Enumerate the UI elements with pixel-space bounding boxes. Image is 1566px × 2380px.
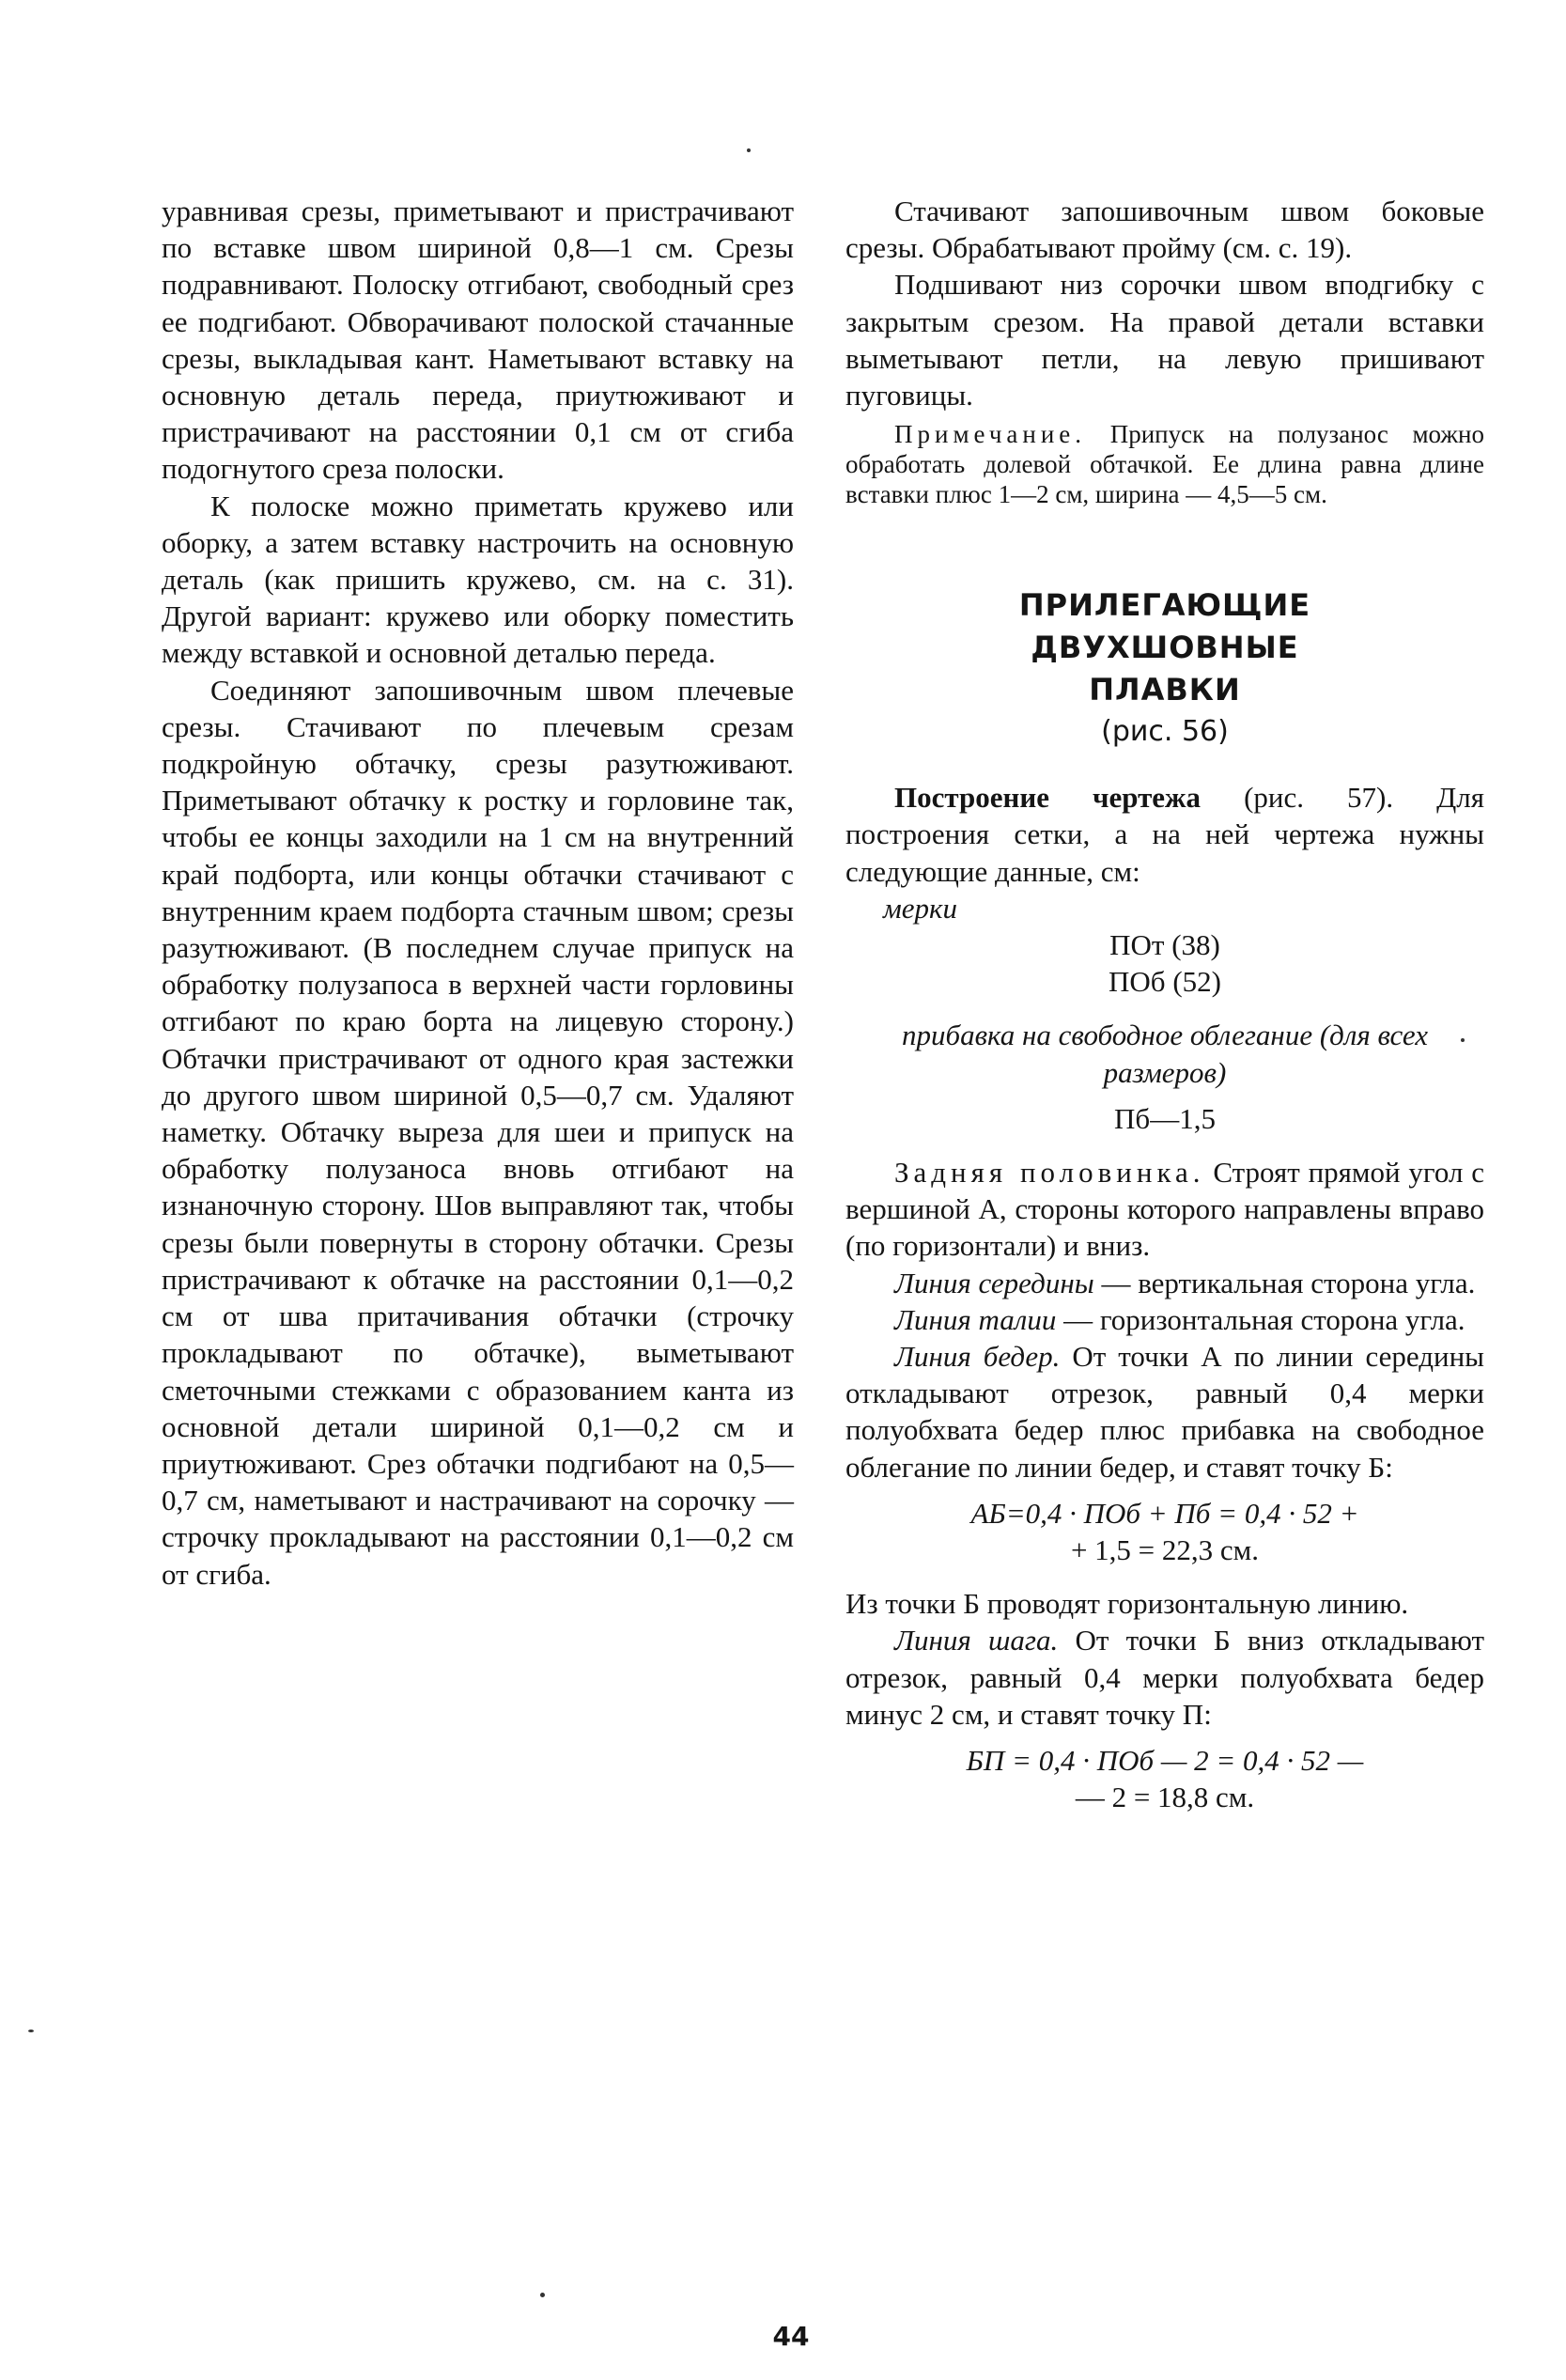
construction-label: Построение чертежа	[894, 781, 1202, 815]
note-text: Припуск на полузанос можно обработать долевой обтачкой. Ее длина равна длине вставки плюс 1—2 см, ширина — 4,5—5 см.	[845, 420, 1484, 509]
paragraph: Стачивают запошивочным швом боковые срезы. Обрабатывают пройму (см. с. 19).	[845, 194, 1484, 265]
right-column	[845, 193, 1484, 1816]
formula-line: + 1,5 = 22,3 см.	[1070, 1533, 1260, 1567]
paragraph	[845, 779, 1484, 890]
paragraph: Подшивают низ сорочки швом вподгибку с закрытым срезом. На правой детали вставки выметывают петли, на левую пришивают пуговицы.	[845, 268, 1484, 412]
left-column	[162, 193, 794, 1593]
formula-line: БП = 0,4 · ПОб — 2 = 0,4 · 52 —	[966, 1744, 1364, 1778]
note-paragraph	[845, 419, 1484, 509]
heading-line: ПРИЛЕГАЮЩИЕ	[1018, 587, 1311, 624]
paragraph: уравнивая срезы, приметывают и пристрачивают по вставке швом шириной 0,8—1 см. Срезы подравнивают. Полоску отгибают, свободный срез ее подгибают. Обворачивают полоской стачанные срезы, выкладывая кант. Наметывают вставку на основную деталь переда, приутюживают и пристрачивают на расстоянии 0,1 см от сгиба подогнутого среза полоски.	[162, 194, 794, 486]
page-number: 44	[772, 2321, 810, 2352]
paragraph	[845, 1338, 1484, 1486]
paragraph	[845, 1154, 1484, 1265]
heading-figure-ref: (рис. 56)	[1101, 715, 1229, 749]
formula-line: — 2 = 18,8 см.	[1075, 1781, 1255, 1814]
scan-speck	[747, 148, 751, 152]
paragraph: К полоске можно приметать кружево или оборку, а затем вставку настрочить на основную деталь (как пришить кружево, см. на с. 31). Другой вариант: кружево или оборку поместить между вставкой и основной деталью переда.	[162, 489, 794, 670]
note-label: Примечание.	[894, 420, 1087, 449]
paragraph	[845, 1622, 1484, 1733]
line-step-text: От точки Б вниз откладывают отрезок, равный 0,4 мерки полуобхвата бедер минус 2 см, и ставят точку П:	[845, 1624, 1485, 1731]
line-middle-label: Линия середины	[894, 1266, 1094, 1299]
heading-line: ПЛАВКИ	[1089, 672, 1241, 708]
scan-speck	[28, 2030, 34, 2032]
paragraph	[845, 1301, 1484, 1338]
allowance-label: прибавка на свободное облегание (для всех размеров)	[901, 1019, 1429, 1089]
line-hip-label: Линия бедер.	[894, 1340, 1061, 1374]
measure-line: ПОт (38)	[1109, 928, 1220, 962]
paragraph	[845, 1265, 1484, 1301]
line-hip-text: От точки А по линии середины откладывают отрезок, равный 0,4 мерки полуобхвата бедер плюс прибавка на свободное облегание по линии бедер, и ставят точку Б:	[845, 1340, 1484, 1484]
line-waist-text: — горизонтальная сторона угла.	[1063, 1302, 1465, 1336]
line-middle-text: — вертикальная сторона угла.	[1101, 1266, 1476, 1299]
section-heading	[845, 584, 1484, 711]
scan-speck	[540, 2293, 545, 2297]
line-waist-label: Линия талии	[894, 1302, 1057, 1336]
scan-speck	[1461, 1038, 1465, 1042]
construction-text: (рис. 57). Для построения сетки, а на ней чертежа нужны следующие данные, см:	[845, 781, 1484, 888]
measures-label: мерки	[883, 891, 958, 925]
heading-line: ДВУХШОВНЫЕ	[1031, 630, 1299, 666]
paragraph: Соединяют запошивочным швом плечевые срезы. Стачивают по плечевым срезам подкройную обтачку, срезы разутюживают. Приметывают обтачку к ростку и горловине так, чтобы ее концы заходили на 1 см на внутренний край подборта, или концы обтачки стачивают с внутренним краем подборта стачным швом; срезы разутюживают. (В последнем случае припуск на обработку полузапоса в верхней части горловины отгибают по краю борта на лицевую сторону.) Обтачки пристрачивают от одного края застежки до другого швом шириной 0,5—0,7 см. Удаляют наметку. Обтачку выреза для шеи и припуск на обработку полузаноса вновь отгибают на изнаночную сторону. Шов выправляют так, чтобы срезы были повернуты в сторону обтачки. Срезы пристрачивают к обтачке на расстоянии 0,1—0,2 см от шва притачивания обтачки (строчку прокладывают по обтачке), выметывают сметочными стежками с образованием канта из основной детали шириной 0,1—0,2 см и приутюживают. Срез обтачки подгибают на 0,5—0,7 см, наметывают и настрачивают на сорочку — строчку прокладывают на расстоянии 0,1—0,2 см от сгиба.	[162, 673, 794, 1591]
back-label: Задняя половинка.	[894, 1156, 1205, 1190]
line-step-label: Линия шага.	[894, 1624, 1059, 1657]
measure-line: ПОб (52)	[1109, 965, 1221, 999]
allowance-value: Пб—1,5	[1114, 1101, 1216, 1135]
back-text: Строят прямой угол с вершиной А, стороны которого направлены вправо (по горизонтали) и вниз.	[845, 1156, 1484, 1263]
paragraph: Из точки Б проводят горизонтальную линию.	[845, 1587, 1409, 1621]
formula-line: АБ=0,4 · ПОб + Пб = 0,4 · 52 +	[970, 1496, 1359, 1530]
